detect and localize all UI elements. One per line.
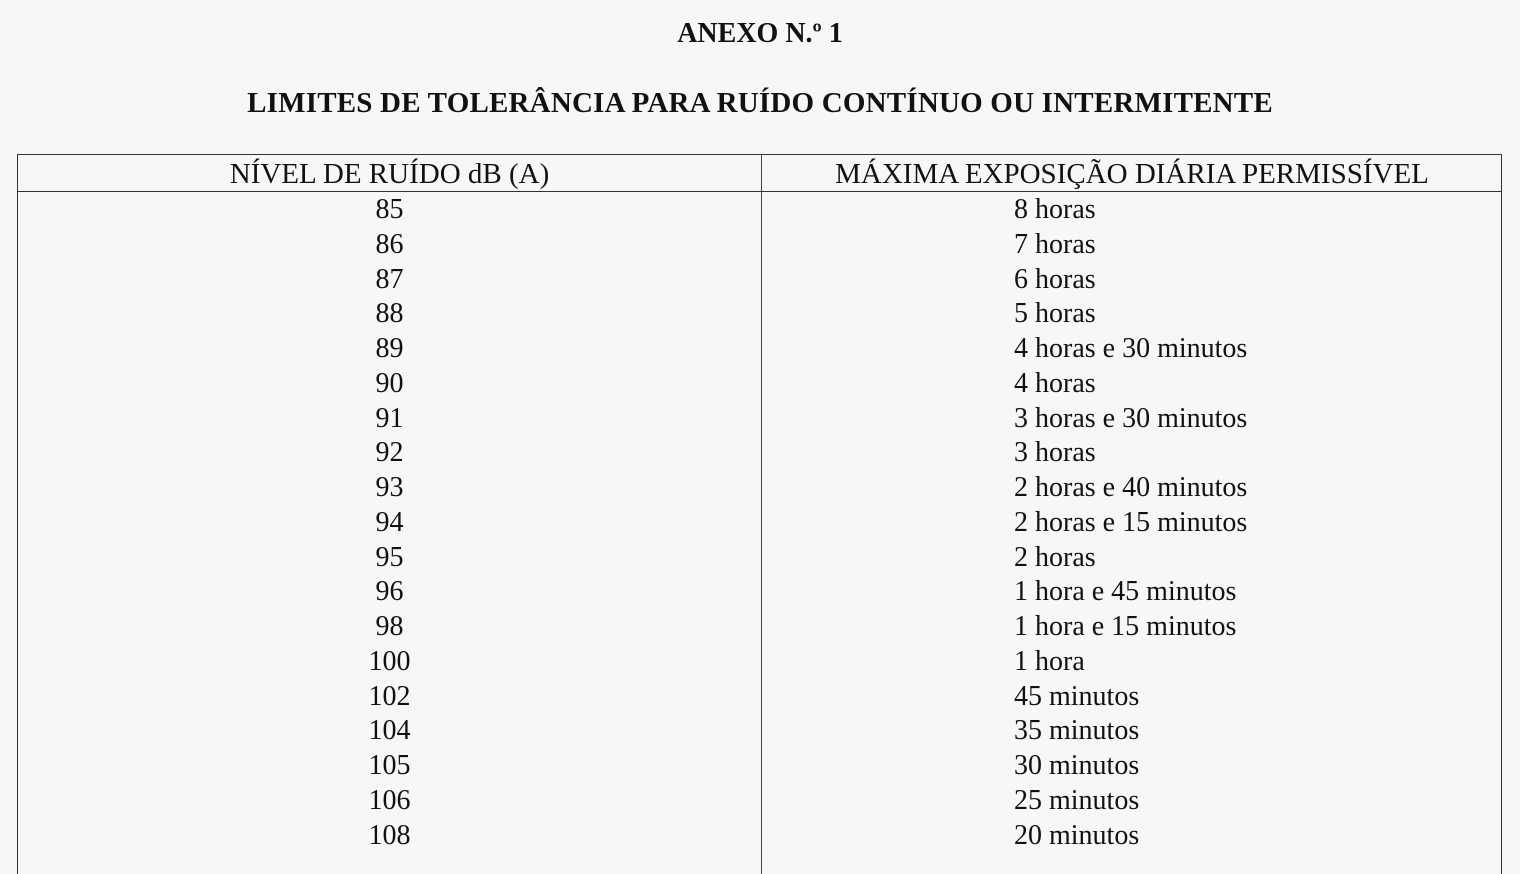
table-header-row [18,155,1501,192]
noise-level-cell: 86 [375,228,404,260]
max-exposure-cell: 3 horas [1014,437,1096,469]
table-row [18,749,1501,784]
noise-level-cell: 94 [375,506,404,538]
max-exposure-cell: 25 minutos [1014,784,1140,816]
table-row [18,784,1501,819]
noise-level-cell: 96 [375,576,404,608]
max-exposure-cell: 3 horas e 30 minutos [1014,402,1248,434]
table-row [18,541,1501,576]
table-row [18,506,1501,541]
max-exposure-cell: 1 hora e 45 minutos [1014,576,1237,608]
document-subtitle: LIMITES DE TOLERÂNCIA PARA RUÍDO CONTÍNUO OU INTERMITENTE [247,87,1273,119]
table-row [18,332,1501,367]
max-exposure-cell: 1 hora e 15 minutos [1014,611,1237,642]
noise-level-cell: 106 [368,784,411,816]
noise-level-cell: 108 [368,819,411,851]
noise-level-cell: 87 [375,263,404,295]
noise-limits-table [17,154,1502,874]
noise-level-cell: 105 [368,750,411,781]
max-exposure-cell: 30 minutos [1014,750,1140,781]
max-exposure-cell: 6 horas [1014,263,1096,295]
noise-level-cell: 90 [375,367,404,399]
max-exposure-cell: 2 horas [1014,541,1096,573]
max-exposure-cell: 5 horas [1014,298,1096,330]
max-exposure-cell: 2 horas e 40 minutos [1014,472,1248,503]
table-row [18,297,1501,332]
header-max-exposure: MÁXIMA EXPOSIÇÃO DIÁRIA PERMISSÍVEL [835,158,1429,190]
table-row [18,575,1501,610]
max-exposure-cell: 4 horas [1014,367,1096,399]
table-row [18,263,1501,298]
noise-level-cell: 93 [375,472,404,503]
noise-level-cell: 91 [375,402,404,434]
max-exposure-cell: 35 minutos [1014,715,1140,747]
table-row [18,402,1501,437]
table-row [18,367,1501,402]
table-row [18,714,1501,749]
table-row [18,228,1501,263]
noise-level-cell: 92 [375,437,404,469]
noise-level-cell: 88 [375,298,404,330]
noise-level-cell: 100 [368,645,411,677]
noise-level-cell: 104 [368,715,411,747]
noise-level-cell: 98 [375,611,404,642]
noise-level-cell: 85 [375,194,404,225]
table-row [18,193,1501,228]
table-body [18,193,1501,853]
max-exposure-cell: 1 hora [1014,645,1085,677]
table-row [18,819,1501,854]
max-exposure-cell: 45 minutos [1014,680,1140,712]
document-title: ANEXO N.º 1 [677,18,843,49]
noise-level-cell: 95 [375,541,404,573]
table-row [18,436,1501,471]
max-exposure-cell: 4 horas e 30 minutos [1014,333,1248,364]
table-row [18,610,1501,645]
max-exposure-cell: 20 minutos [1014,819,1140,851]
noise-level-cell: 102 [368,680,411,712]
header-noise-level: NÍVEL DE RUÍDO dB (A) [229,158,550,190]
max-exposure-cell: 7 horas [1014,228,1096,260]
table-row [18,680,1501,715]
noise-level-cell: 89 [375,333,404,364]
table-row [18,471,1501,506]
max-exposure-cell: 8 horas [1014,194,1096,225]
max-exposure-cell: 2 horas e 15 minutos [1014,506,1248,538]
table-row [18,645,1501,680]
